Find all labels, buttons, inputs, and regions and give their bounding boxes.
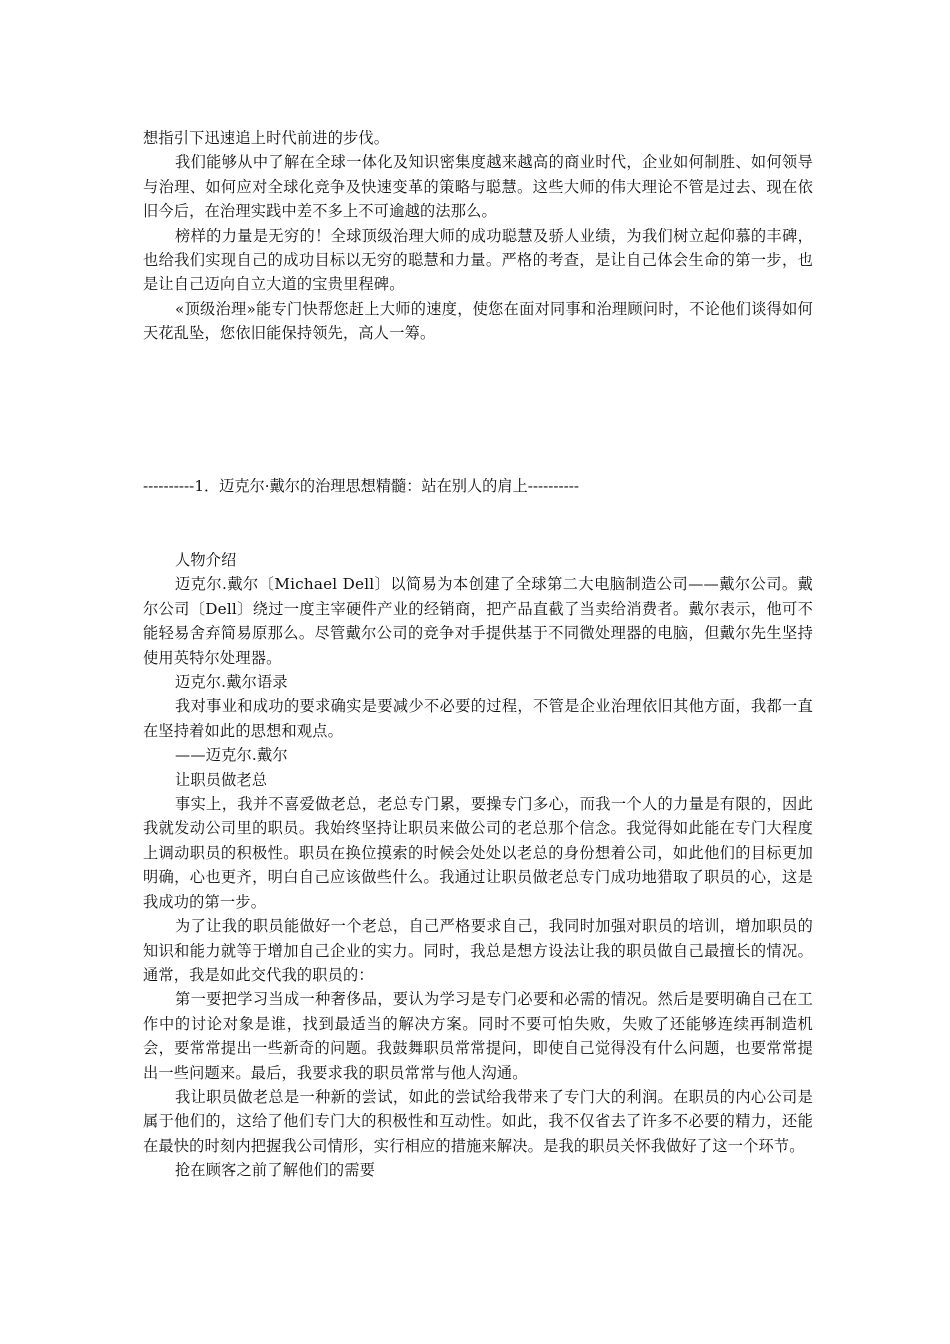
body-paragraph: 我让职员做老总是一种新的尝试，如此的尝试给我带来了专门大的利润。在职员的内心公司是属于他们的，这给了他们专门大的积极性和互动性。如此，我不仅省去了许多不必要的精力，还能在最快的时刻内把握我公司情形，实行相应的措施来解决。是我的职员关怀我做好了这一个环节。 bbox=[143, 1087, 813, 1155]
section-heading-employees: 让职员做老总 bbox=[175, 770, 268, 789]
body-paragraph: 第一要把学习当成一种奢侈品，要认为学习是专门必要和必需的情况。然后是要明确自己在工作中的讨论对象是谁，找到最适当的解决方案。同时不要可怕失败，失败了还能够连续再制造机会，要常常提出一些新奇的问题。我鼓舞职员常常提问，即使自己觉得没有什么问题，也要常常提出一些问题来。最后，我要求我的职员常常与他人沟通。 bbox=[143, 990, 813, 1082]
body-paragraph: 事实上，我并不喜爱做老总，老总专门累，要操专门多心，而我一个人的力量是有限的，因此我就发动公司里的职员。我始终坚持让职员来做公司的老总那个信念。我觉得如此能在专门大程度上调动职员的积极性。职员在换位摸索的时候会处处以老总的身份想着公司，如此他们的目标更加明确，心也更齐，明白自己应该做些什么。我通过让职员做老总专门成功地猎取了职员的心，这是我成功的第一步。 bbox=[143, 795, 813, 911]
body-paragraph: 为了让我的职员能做好一个老总，自己严格要求自己，我同时加强对职员的培训，增加职员的知识和能力就等于增加自己企业的实力。同时，我总是想方设法让我的职员做自己最擅长的情况。通常，我是如此交代我的职员的： bbox=[143, 917, 813, 984]
section-heading-quotes: 迈克尔.戴尔语录 bbox=[175, 673, 288, 692]
quote-attribution: ——迈克尔.戴尔 bbox=[175, 746, 288, 765]
intro-paragraph-continuation: 想指引下迅速追上时代前进的步伐。 bbox=[143, 129, 390, 147]
intro-section bbox=[143, 126, 813, 346]
intro-paragraph: 我们能够从中了解在全球一体化及知识密集度越来越高的商业时代，企业如何制胜、如何领导与治理、如何应对全球化竞争及快速变革的策略与聪慧。这些大师的伟大理论不管是过去、现在依旧今后，在治理实践中差不多上不可逾越的法那么。 bbox=[143, 153, 813, 221]
section-heading-profile: 人物介绍 bbox=[175, 551, 237, 569]
intro-paragraph: «顶级治理»能专门快帮您赶上大师的速度，使您在面对同事和治理顾问时，不论他们谈得如何天花乱坠，您依旧能保持领先，高人一筹。 bbox=[143, 299, 813, 343]
section-heading-customers: 抢在顾客之前了解他们的需要 bbox=[175, 1161, 376, 1180]
profile-paragraph: 迈克尔.戴尔〔Michael Dell〕以简易为本创建了全球第二大电脑制造公司——戴尔公司。戴尔公司〔Dell〕绕过一度主宰硬件产业的经销商，把产品直截了当卖给消费者。戴尔表示，他可不能轻易舍弃简易原那么。尽管戴尔公司的竞争对手提供基于不同微处理器的电脑，但戴尔先生坚持使用英特尔处理器。 bbox=[143, 575, 813, 667]
chapter-section bbox=[143, 548, 813, 1183]
chapter-divider-title: ----------1．迈克尔·戴尔的治理思想精髓：站在别人的肩上---------- bbox=[143, 477, 580, 495]
intro-paragraph: 榜样的力量是无穷的！全球顶级治理大师的成功聪慧及骄人业绩，为我们树立起仰慕的丰碑，也给我们实现自己的成功目标以无穷的聪慧和力量。严格的考查，是让自己体会生命的第一步，也是让自己迈向自立大道的宝贵里程碑。 bbox=[143, 226, 813, 294]
quote-paragraph: 我对事业和成功的要求确实是要减少不必要的过程，不管是企业治理依旧其他方面，我都一直在坚持着如此的思想和观点。 bbox=[143, 697, 813, 740]
